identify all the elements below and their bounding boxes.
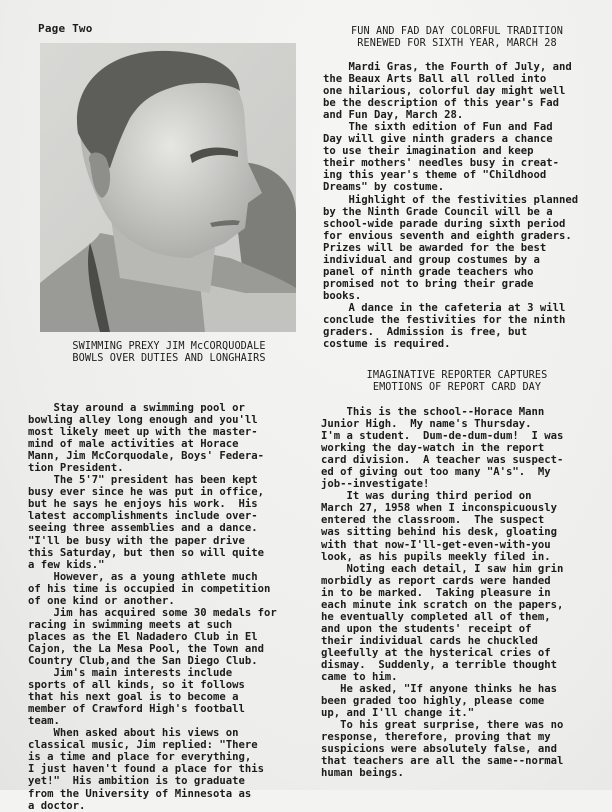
story1-line: this Saturday, but then so will quite	[28, 546, 264, 559]
story2-line: Dreams" by costume.	[323, 181, 445, 194]
story1-headline	[40, 341, 298, 365]
story1-line: a few kids."	[28, 558, 105, 571]
story1-headline-line: BOWLS OVER DUTIES AND LONGHAIRS	[72, 353, 266, 364]
story2-line: individual and group costumes by a	[323, 253, 540, 266]
story2-line: A dance in the cafeteria at 3 will	[323, 301, 566, 314]
story3-line: each minute ink scratch on the papers,	[321, 598, 564, 611]
story3-line: To his great surprise, there was no	[321, 719, 564, 732]
story1-line: Mann, Jim McCorquodale, Boys' Federa-	[28, 450, 264, 463]
story3-line: Noting each detail, I saw him grin	[321, 562, 564, 575]
story3-line: been graded too highly, please come	[321, 695, 545, 708]
story1-headline-line: SWIMMING PREXY JIM McCORQUODALE	[72, 341, 266, 352]
story3-line: card division. A teacher was suspect-	[321, 454, 564, 467]
portrait-photo	[40, 43, 296, 332]
story2-line: ing this year's theme of "Childhood	[323, 169, 547, 182]
story3-line: response, therefore, proving that my	[321, 731, 551, 744]
story2-headline-line: RENEWED FOR SIXTH YEAR, MARCH 28	[357, 38, 557, 49]
story3-headline-line: IMAGINATIVE REPORTER CAPTURES	[366, 370, 548, 381]
story1-line: Jim has acquired some 30 medals for	[28, 606, 277, 619]
story3-line: with that now-I'll-get-even-with-you	[321, 538, 551, 551]
story1-line: most likely meet up with the master-	[28, 426, 258, 439]
story2-line: The sixth edition of Fun and Fad	[323, 121, 553, 134]
story1-line: member of Crawford High's football	[28, 703, 245, 716]
story3-line: ed of giving out too many "A's". My	[321, 466, 551, 479]
story3-line: dismay. Suddenly, a terrible thought	[321, 658, 557, 671]
story1-line: a doctor.	[28, 799, 86, 812]
story1-line: racing in swimming meets at such	[28, 618, 233, 631]
story1-line: Cajon, the La Mesa Pool, the Town and	[28, 642, 264, 655]
story3-body	[321, 406, 603, 779]
story1-line: that his next goal is to become a	[28, 691, 239, 704]
story3-headline-line: EMOTIONS OF REPORT CARD DAY	[372, 382, 542, 393]
story3-line: He asked, "If anyone thinks he has	[321, 683, 557, 696]
story2-line: their mothers' needles busy in creat-	[323, 157, 559, 170]
story3-line: gleefully at the hysterical cries of	[321, 646, 551, 659]
story1-line: Country Club,and the San Diego Club.	[28, 654, 258, 667]
story2-line: and Fun Day, March 28.	[323, 109, 464, 122]
story1-line: Jim's main interests include	[28, 667, 233, 680]
story1-line: Stay around a swimming pool or	[28, 402, 245, 414]
portrait-photo-icon	[40, 43, 296, 332]
story3-line: morbidly as report cards were handed	[321, 574, 551, 587]
story3-line: up, and I'll change it."	[321, 707, 475, 720]
story3-line: This is the school--Horace Mann	[321, 406, 545, 418]
story1-line: places as the El Nadadero Club in El	[28, 630, 258, 643]
story3-line: suspicions were absolutely false, and	[321, 743, 557, 756]
story2-line: graders. Admission is free, but	[323, 326, 528, 339]
story1-line: but he says he enjoys his work. His	[28, 498, 258, 511]
story1-line: mind of male activities at Horace	[28, 438, 239, 451]
story1-body	[28, 402, 303, 812]
story1-line: When asked about his views on	[28, 727, 239, 740]
story1-line: However, as a young athlete much	[28, 570, 258, 583]
story3-line: was sitting behind his desk, gloating	[321, 526, 557, 539]
story2-line: to use their imagination and keep	[323, 145, 534, 158]
story2-line: one hilarious, colorful day might well	[323, 85, 566, 98]
story1-line: bowling alley long enough and you'll	[28, 414, 258, 427]
story3-line: entered the classroom. The suspect	[321, 514, 545, 527]
story1-line: I just haven't found a place for this	[28, 763, 264, 776]
story3-line: their individual cards he chuckled	[321, 634, 538, 647]
story1-line: team.	[28, 715, 60, 728]
story2-line: school-wide parade during sixth period	[323, 217, 566, 230]
story1-line: of one kind or another.	[28, 594, 175, 607]
story2-line: books.	[323, 289, 362, 302]
story2-headline-line: FUN AND FAD DAY COLORFUL TRADITION	[351, 26, 563, 37]
story3-line: in to be marked. Taking pleasure in	[321, 586, 551, 599]
story2-line: panel of ninth grade teachers who	[323, 265, 534, 278]
story3-line: human beings.	[321, 767, 404, 780]
story1-line: from the University of Minnesota as	[28, 787, 252, 800]
story1-line: The 5'7" president has been kept	[28, 474, 258, 487]
story2-line: Prizes will be awarded for the best	[323, 241, 547, 254]
story2-line: for envious seventh and eighth graders.	[323, 229, 572, 242]
story1-line: yet!" His ambition is to graduate	[28, 775, 245, 788]
story1-line: latest accomplishments include over-	[28, 510, 258, 523]
story3-line: and upon the students' receipt of	[321, 622, 532, 635]
story2-line: Day will give ninth graders a chance	[323, 133, 553, 146]
page-number-label: Page Two	[38, 22, 93, 35]
story2-line: be the description of this year's Fad	[323, 97, 559, 110]
story3-line: It was during third period on	[321, 490, 532, 503]
story2-line: promised not to bring their grade	[323, 277, 534, 290]
story2-line: conclude the festivities for the ninth	[323, 313, 566, 326]
story3-line: came to him.	[321, 671, 398, 684]
story3-line: that teachers are all the same--normal	[321, 755, 564, 768]
story2-line: the Beaux Arts Ball all rolled into	[323, 73, 547, 86]
story2-headline	[316, 26, 598, 50]
story3-line: I'm a student. Dum-de-dum-dum! I was	[321, 430, 564, 443]
story1-line: sports of all kinds, so it follows	[28, 679, 245, 692]
story2-line: Highlight of the festivities planned	[323, 193, 579, 206]
story3-line: he eventually completed all of them,	[321, 610, 551, 623]
story3-line: working the day-watch in the report	[321, 442, 545, 455]
story2-body	[323, 61, 603, 350]
story3-line: Junior High. My name's Thursday.	[321, 418, 532, 431]
story2-line: by the Ninth Grade Council will be a	[323, 205, 553, 218]
story3-line: March 27, 1958 when I inconspicuously	[321, 502, 557, 515]
story3-line: job--investigate!	[321, 478, 430, 491]
story1-line: busy ever since he was put in office,	[28, 486, 264, 499]
story2-line: Mardi Gras, the Fourth of July, and	[323, 61, 572, 73]
story1-line: seeing three assemblies and a dance.	[28, 522, 258, 535]
story1-line: tion President.	[28, 462, 124, 475]
story1-line: "I'll be busy with the paper drive	[28, 534, 245, 547]
story3-line: look, as his pupils meekly filed in.	[321, 550, 551, 563]
story1-line: is a time and place for everything,	[28, 751, 252, 764]
story1-line: classical music, Jim replied: "There	[28, 739, 258, 752]
story3-headline	[316, 370, 598, 394]
story1-line: of his time is occupied in competition	[28, 582, 271, 595]
story2-line: costume is required.	[323, 338, 451, 351]
